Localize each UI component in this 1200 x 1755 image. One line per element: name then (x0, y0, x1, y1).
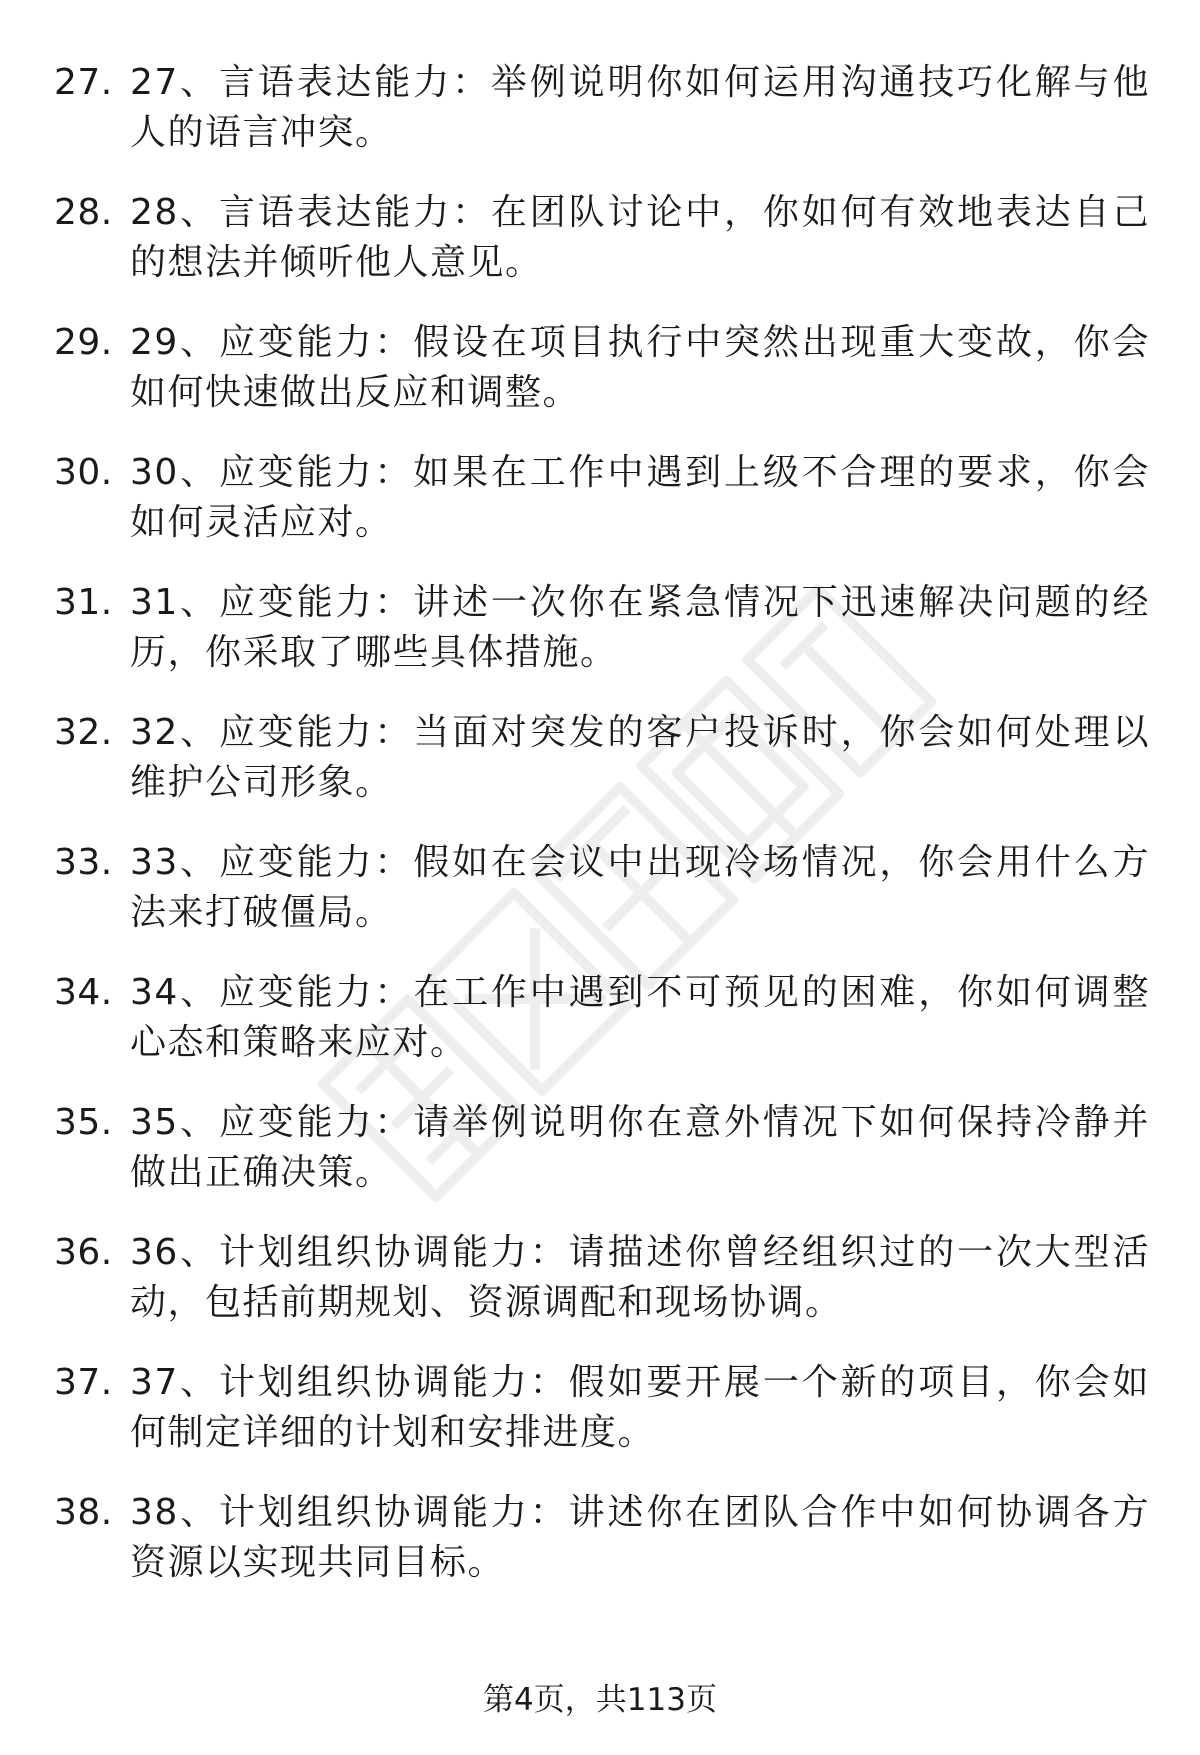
list-item (0, 1098, 1200, 1228)
item-number: 38. (54, 1492, 113, 1533)
list-item (0, 578, 1200, 708)
page-footer: 第4页，共113页 (483, 1682, 717, 1718)
item-number: 27. (54, 62, 113, 103)
item-number: 30. (54, 452, 113, 493)
item-number: 35. (54, 1102, 113, 1143)
item-text: 36、计划组织协调能力：请描述你曾经组织过的一次大型活动，包括前期规划、资源调配和现场协调。 (130, 1232, 1150, 1323)
item-text: 27、言语表达能力：举例说明你如何运用沟通技巧化解与他人的语言冲突。 (130, 62, 1150, 153)
item-number: 33. (54, 842, 113, 883)
item-number: 32. (54, 712, 113, 753)
item-number: 31. (54, 582, 113, 623)
list-item (0, 58, 1200, 188)
list-item (0, 838, 1200, 968)
item-text: 38、计划组织协调能力：讲述你在团队合作中如何协调各方资源以实现共同目标。 (130, 1492, 1150, 1583)
item-text: 37、计划组织协调能力：假如要开展一个新的项目，你会如何制定详细的计划和安排进度。 (130, 1362, 1150, 1453)
item-text: 33、应变能力：假如在会议中出现冷场情况，你会用什么方法来打破僵局。 (130, 842, 1150, 933)
item-text: 30、应变能力：如果在工作中遇到上级不合理的要求，你会如何灵活应对。 (130, 452, 1150, 543)
list-item (0, 1358, 1200, 1488)
list-item (0, 1488, 1200, 1618)
list-item (0, 188, 1200, 318)
item-number: 37. (54, 1362, 113, 1403)
list-item (0, 708, 1200, 838)
list-item (0, 968, 1200, 1098)
question-list (0, 58, 1200, 1618)
item-number: 34. (54, 972, 113, 1013)
item-text: 28、言语表达能力：在团队讨论中，你如何有效地表达自己的想法并倾听他人意见。 (130, 192, 1150, 283)
item-text: 34、应变能力：在工作中遇到不可预见的困难，你如何调整心态和策略来应对。 (130, 972, 1150, 1063)
list-item (0, 1228, 1200, 1358)
item-text: 32、应变能力：当面对突发的客户投诉时，你会如何处理以维护公司形象。 (130, 712, 1150, 803)
item-number: 28. (54, 192, 113, 233)
item-text: 35、应变能力：请举例说明你在意外情况下如何保持冷静并做出正确决策。 (130, 1102, 1150, 1193)
item-text: 29、应变能力：假设在项目执行中突然出现重大变故，你会如何快速做出反应和调整。 (130, 322, 1150, 413)
list-item (0, 448, 1200, 578)
list-item (0, 318, 1200, 448)
item-text: 31、应变能力：讲述一次你在紧急情况下迅速解决问题的经历，你采取了哪些具体措施。 (130, 582, 1150, 673)
item-number: 29. (54, 322, 113, 363)
item-number: 36. (54, 1232, 113, 1273)
